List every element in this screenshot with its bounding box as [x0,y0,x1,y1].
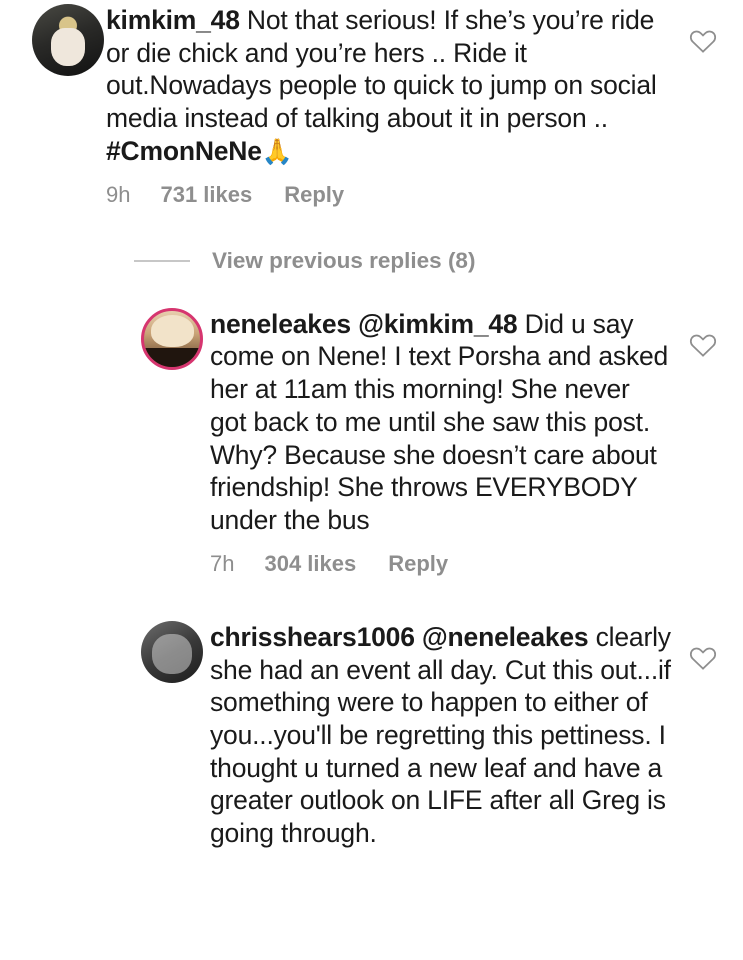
avatar[interactable] [141,621,203,683]
heart-outline-icon [688,643,718,673]
heart-outline-icon [688,330,718,360]
avatar[interactable] [32,4,104,76]
comment-item [0,0,743,208]
comment-message: Not that serious! If she’s you’re ride or die chick and you’re hers .. Ride it out.Nowadays people to quick to jump on social media instead of talking about it in person .. [106,5,657,134]
reply-button[interactable]: Reply [284,181,345,207]
comment-message: clearly she had an event all day. Cut this out...if something were to happen to either of you...you'll be regretting this pettiness. I thought u turned a new leaf and have a greater outlook on LIFE after all Greg is going through. [210,621,671,849]
comment-meta [106,182,673,208]
avatar-container[interactable] [134,308,210,370]
like-button[interactable] [681,308,725,360]
comment-text [210,621,673,850]
pray-emoji: 🙏 [261,137,293,166]
comment-body [210,308,681,577]
avatar[interactable] [141,308,203,370]
mention-link[interactable]: @kimkim_48 [358,308,518,339]
mention-link[interactable]: @neneleakes [421,621,589,652]
comment-item [0,621,743,850]
comment-item [0,308,743,577]
hashtag-link[interactable]: #CmonNeNe [106,135,262,166]
comment-username[interactable]: neneleakes [210,308,351,339]
comment-timestamp: 9h [106,181,131,207]
reply-button[interactable]: Reply [388,550,449,576]
comment-username[interactable]: kimkim_48 [106,5,240,35]
comment-username[interactable]: chrisshears1006 [210,621,415,652]
comment-likes-count[interactable]: 304 likes [264,550,357,576]
avatar-container[interactable] [134,621,210,683]
section-spacer [0,577,743,621]
like-button[interactable] [681,4,725,56]
view-previous-replies[interactable] [0,248,743,274]
comment-text [106,4,673,168]
comment-likes-count[interactable]: 731 likes [160,181,253,207]
comment-meta [210,551,673,577]
comment-message: Did u say come on Nene! I text Porsha and asked her at 11am this morning! She never got back to me until she saw this post. Why? Because she doesn’t care about friendship! She throws EVERYBODY under the bus [210,308,669,536]
comment-timestamp: 7h [210,550,235,576]
avatar-container[interactable] [30,4,106,76]
comment-body [106,4,681,208]
view-previous-replies-label[interactable]: View previous replies (8) [212,247,476,273]
comment-body [210,621,681,850]
comment-text [210,308,673,537]
heart-outline-icon [688,26,718,56]
like-button[interactable] [681,621,725,673]
divider-line [134,260,190,262]
